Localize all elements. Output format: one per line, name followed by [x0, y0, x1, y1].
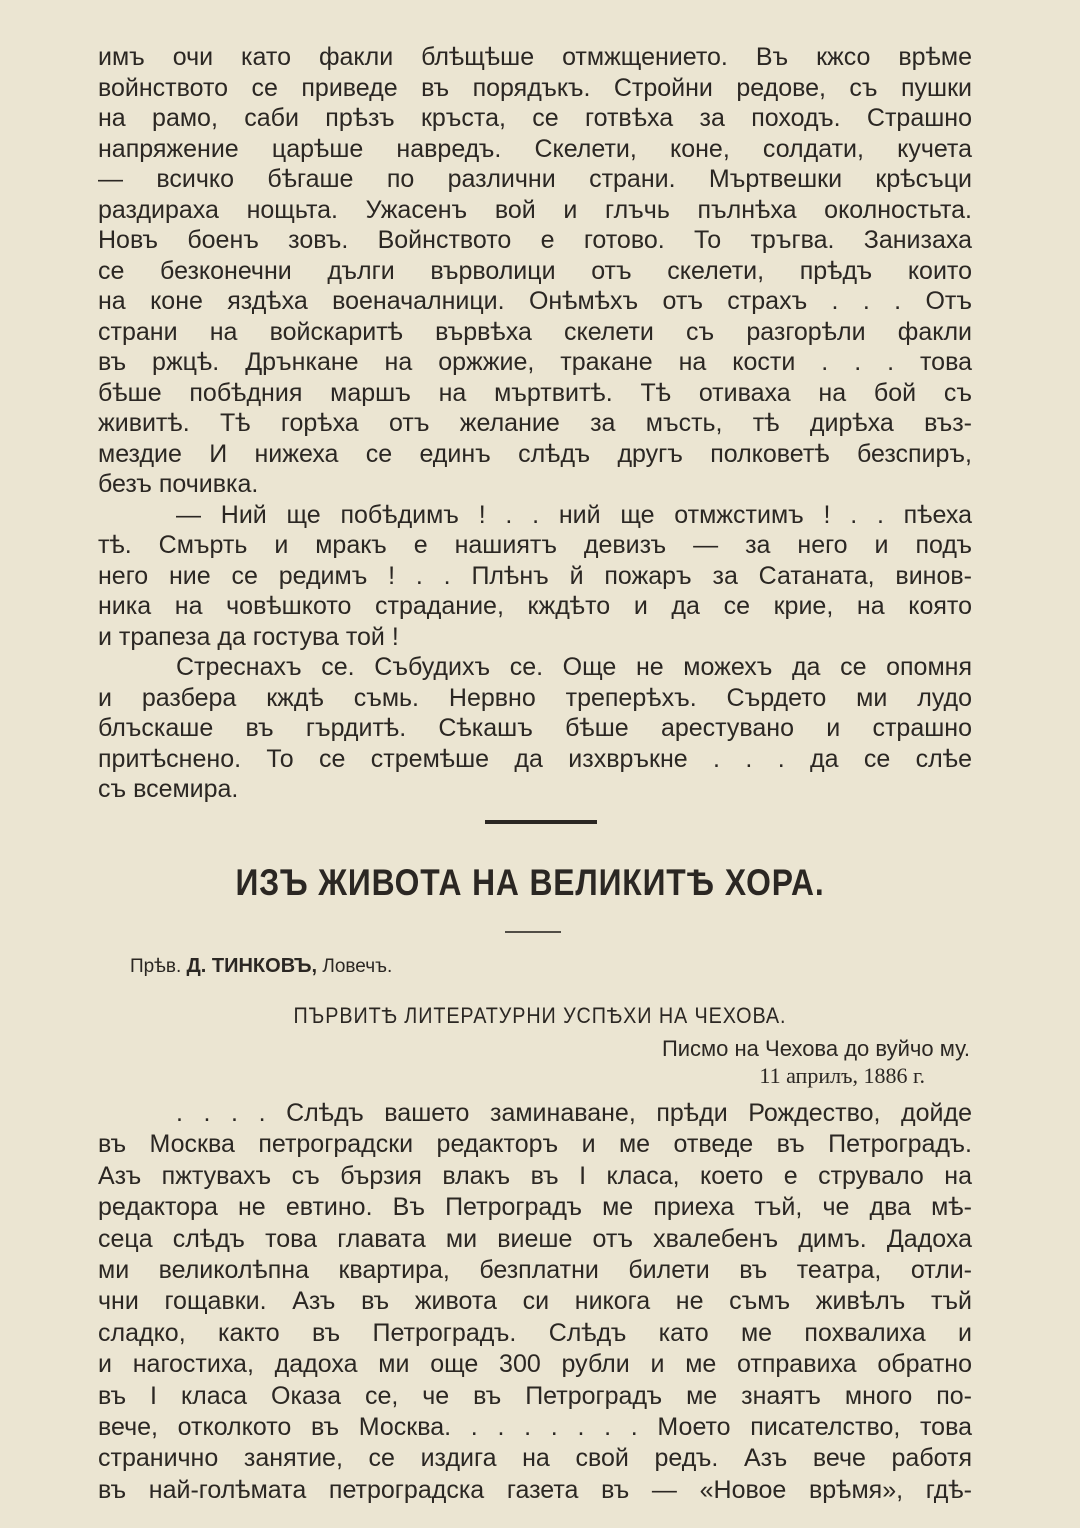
text-line: ми великолѣпна квартира, безплатни билети въ театра, отли-	[98, 1255, 972, 1284]
text-line: — всичко бѣгаше по различни страни. Мъртвешки крѣсъци	[98, 165, 972, 193]
text-line: на коне яздѣха военачалници. Онѣмѣхъ отъ страхъ . . . Отъ	[98, 287, 972, 315]
text-line: вече, отколкото въ Москва. . . . . . . . Моето писателство, това	[98, 1412, 972, 1441]
text-line: безъ почивка.	[98, 470, 259, 498]
text-line: Азъ пжтувахъ съ бързия влакъ въ I класа, което е струвало на	[98, 1161, 972, 1190]
title-underline-divider	[505, 931, 561, 933]
text-line: . . . . Слѣдъ вашето заминаване, прѣди Рождество, дойде	[176, 1099, 972, 1127]
text-line: мездие И нижеха се единъ слѣдъ другъ полковетѣ безспиръ,	[98, 439, 972, 468]
letter-text-block	[98, 1098, 972, 1506]
text-line: блъскаше въ гърдитѣ. Сѣкашъ бѣше арестувано и страшно	[98, 714, 972, 742]
section-title: ИЗЪ ЖИВОТА НА ВЕЛИКИТѢ ХОРА.	[235, 862, 825, 903]
letter-date: 11 априлъ, 1886 г.	[759, 1063, 925, 1088]
text-line: раздираха нощьта. Ужасенъ вой и глъчь пълнѣха околностьта.	[98, 195, 972, 224]
text-line: тѣ. Смърть и мракъ е нашиятъ девизъ — за него и подъ	[98, 531, 972, 559]
text-line: и разбера кждѣ съмь. Нервно треперѣхъ. Сърдето ми лудо	[98, 683, 972, 712]
text-line: войнството се приведе въ порядъкъ. Стройни редове, съ пушки	[98, 73, 972, 102]
text-line: странично занятие, се издига на свой редъ. Азъ вече работя	[98, 1444, 972, 1473]
text-line: ника на човѣшкото страдание, кждѣто и да се крие, на която	[98, 592, 972, 620]
translator-place: Ловечъ.	[322, 956, 393, 977]
text-line: живитѣ. Тѣ горѣха отъ желание за мъсть, тѣ дирѣха въз-	[98, 409, 972, 437]
text-line: напряжение царѣше навредъ. Скелети, коне, солдати, кучета	[98, 134, 972, 163]
story-text-block	[98, 42, 972, 805]
text-line: Новъ боенъ зовъ. Войнството е готово. То тръгва. Занизаха	[98, 226, 972, 254]
text-line: бѣше побѣдния маршъ на мъртвитѣ. Тѣ отиваха на бой съ	[98, 378, 972, 407]
text-line: притѣснено. То се стремѣше да изхвръкне . . . да се слѣе	[98, 744, 972, 773]
text-line: въ най-голѣмата петроградска газета въ — «Новое врѣмя», гдѣ-	[98, 1475, 972, 1504]
text-line: него ние се редимъ ! . . Плѣнъ й пожаръ за Сатаната, винов-	[98, 561, 972, 590]
text-line: сладко, както въ Петроградъ. Слѣдъ като ме похвалиха и	[98, 1318, 972, 1347]
text-line: се безконечни дълги върволици отъ скелети, прѣдъ които	[98, 256, 972, 285]
text-line: — Ний ще побѣдимъ ! . . ний ще отмжстимъ ! . . пѣеха	[176, 500, 972, 529]
text-line: и нагостиха, дадоха ми още 300 рубли и ме отправиха обратно	[98, 1350, 972, 1379]
text-line: сеца слѣдъ това главата ми виеше отъ хвалебенъ димъ. Дадоха	[98, 1224, 972, 1253]
translator-credit	[130, 955, 392, 978]
text-line: на рамо, саби прѣзъ кръста, се готвѣха за походъ. Страшно	[98, 104, 972, 132]
text-line: Стреснахъ се. Събудихъ се. Още не можехъ да се опомня	[176, 653, 972, 681]
text-line: редактора не евтино. Въ Петроградъ ме приеха тъй, че два мѣ-	[98, 1193, 972, 1222]
article-subtitle: ПЪРВИТѢ ЛИТЕРАТУРНИ УСПѢХИ НА ЧЕХОВА.	[293, 1003, 787, 1028]
text-line: чни гощавки. Азъ въ живота си никога не съмъ живѣлъ тъй	[98, 1287, 972, 1316]
section-divider	[485, 820, 597, 824]
text-line: въ ржцѣ. Дрънкане на оржжие, тракане на кости . . . това	[98, 348, 972, 376]
letter-heading: Писмо на Чехова до вуйчо му.	[661, 1036, 970, 1061]
text-line: страни на войскаритѣ вървѣха скелети съ разгорѣли факли	[98, 317, 972, 346]
translator-prefix: Прѣв.	[130, 956, 182, 977]
text-line: съ всемира.	[98, 775, 239, 803]
text-line: въ Москва петроградски редакторъ и ме отведе въ Петроградъ.	[98, 1130, 972, 1159]
text-line: имъ очи като факли блѣщѣше отмжщението. Въ кжсо врѣме	[98, 43, 972, 71]
translator-name: Д. ТИНКОВЪ,	[186, 955, 318, 977]
text-line: въ I класа Оказа се, че въ Петроградъ ме знаятъ много по-	[98, 1381, 972, 1410]
text-line: и трапеза да гостува той !	[98, 622, 399, 651]
